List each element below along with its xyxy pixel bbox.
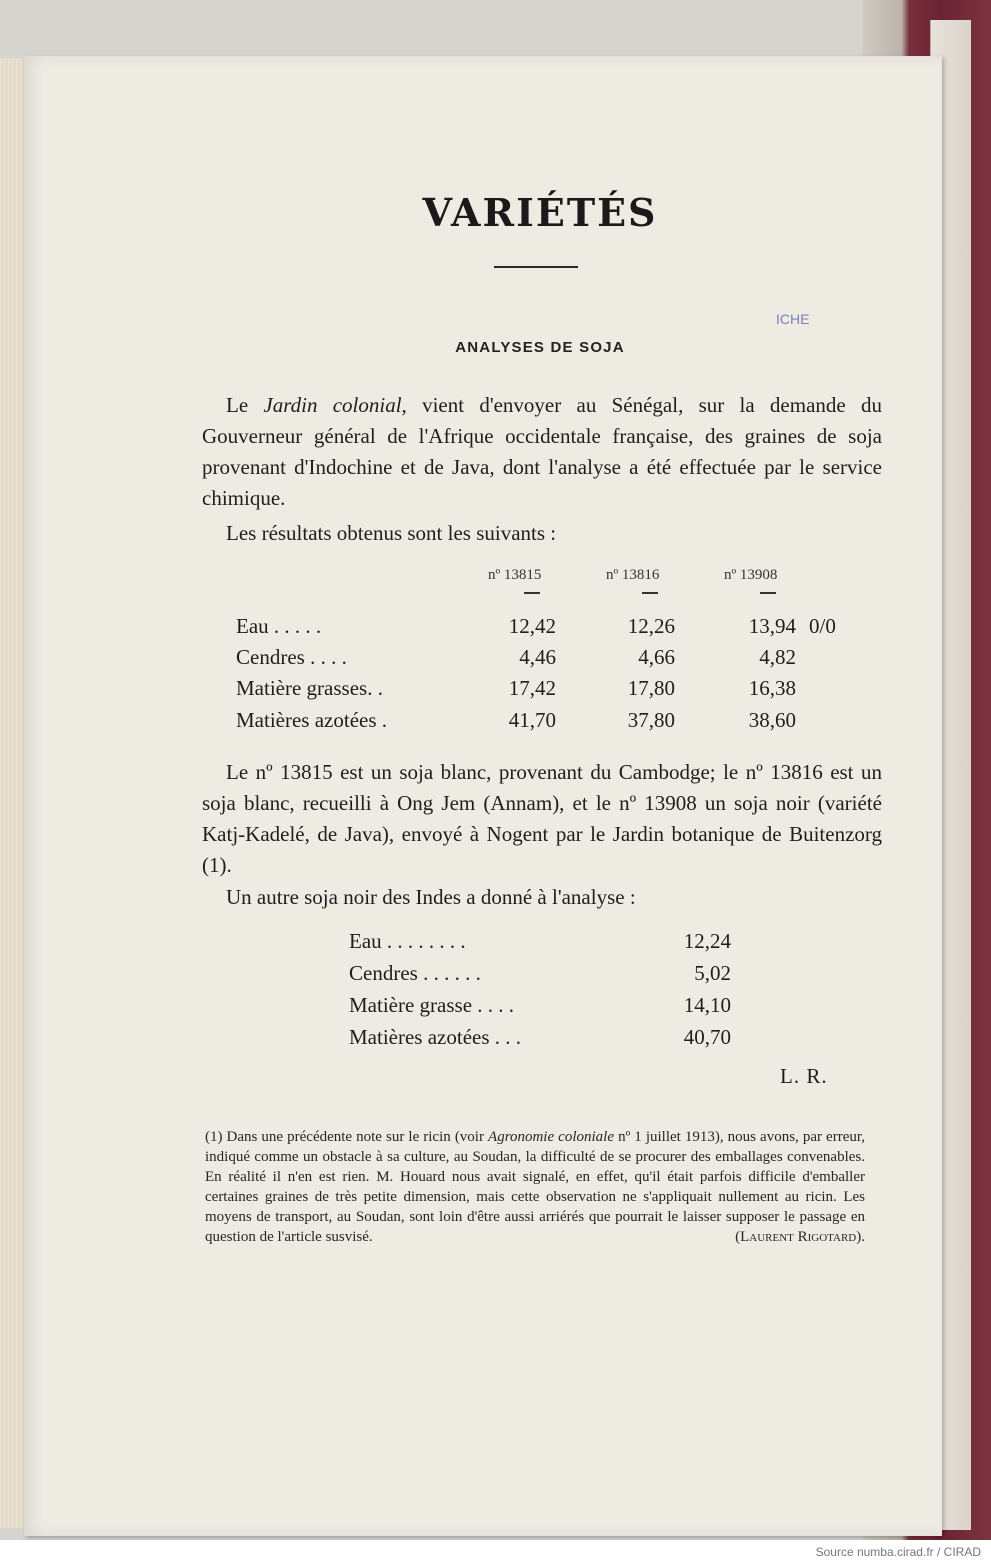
intro-paragraph: Le Jardin colonial, vient d'envoyer au Sénégal, sur la demande du Gouverneur général de l'Afrique occidentale française, des graines de soja provenant d'Indochine et de Java, dont l'analyse a été effectuée par le service chimique. <box>202 393 882 510</box>
row-label: Eau . . . . . . . . <box>349 929 466 953</box>
row-label: Matières azotées . . . <box>349 1025 522 1049</box>
table-column-header: nº 13815 <box>488 567 542 583</box>
cell-value: 38,60 <box>748 708 796 732</box>
table-column-header: nº 13816 <box>606 567 660 583</box>
column-dash <box>524 592 540 594</box>
cell-value: 37,80 <box>627 708 675 732</box>
cell-value: 12,24 <box>683 929 731 953</box>
cell-value: 41,70 <box>508 708 556 732</box>
page-title: VARIÉTÉS <box>422 190 658 235</box>
unit-label: 0/0 <box>809 614 836 638</box>
section-heading: ANALYSES DE SOJA <box>455 339 625 356</box>
library-stamp: ICHE <box>776 311 810 327</box>
table-column-header: nº 13908 <box>724 567 778 583</box>
cell-value: 13,94 <box>748 614 796 638</box>
column-dash <box>642 592 658 594</box>
row-label: Cendres . . . . <box>236 645 347 669</box>
page-stack-edge <box>0 58 26 1528</box>
cell-value: 16,38 <box>748 676 796 700</box>
column-dash <box>760 592 776 594</box>
row-label: Eau . . . . . <box>236 614 322 638</box>
row-label: Matière grasses. . <box>236 676 383 700</box>
cell-value: 12,42 <box>508 614 556 638</box>
author-initials: L. R. <box>780 1064 828 1088</box>
table-row <box>349 961 739 991</box>
row-label: Matière grasse . . . . <box>349 993 515 1017</box>
cell-value: 12,26 <box>627 614 675 638</box>
table-row <box>349 929 739 959</box>
other-analysis-intro: Un autre soja noir des Indes a donné à l'analyse : <box>226 885 636 909</box>
source-credit: Source numba.cirad.fr / CIRAD <box>815 1545 981 1559</box>
title-rule <box>494 266 578 268</box>
results-intro: Les résultats obtenus sont les suivants : <box>226 521 557 545</box>
cell-value: 4,46 <box>519 645 556 669</box>
row-label: Matières azotées . <box>236 708 388 732</box>
cell-value: 4,82 <box>759 645 796 669</box>
cell-value: 4,66 <box>638 645 675 669</box>
table-row <box>349 1025 739 1055</box>
cell-value: 17,80 <box>627 676 675 700</box>
table-row <box>349 993 739 1023</box>
cell-value: 17,42 <box>508 676 556 700</box>
description-paragraph: Le nº 13815 est un soja blanc, provenant du Cambodge; le nº 13816 est un soja blanc, recueilli à Ong Jem (Annam), et le nº 13908 un soja noir (variété Katj-Kadelé, de Java), envoyé à Nogent par le Jardin botanique de Buitenzorg (1). <box>202 760 882 877</box>
footnote-author: (Laurent Rigotard). <box>735 1229 865 1245</box>
footnote: (1) Dans une précédente note sur le ricin (voir Agronomie coloniale nº 1 juillet 1913), nous avons, par erreur, indiqué comme un obstacle à sa culture, au Soudan, la difficulté de se procurer des emballages convenables. En réalité il n'en est rien. M. Houard nous avait signalé, en effet, qu'il était parfois difficile d'emballer certaines graines de très petite dimension, mais cette observation ne s'appliquait nullement au ricin. Les moyens de transport, au Soudan, sont loin d'être aussi arriérés que pourrait le laisser supposer le passage en question de l'article susvisé. (Laurent Rigotard). <box>205 1129 866 1245</box>
cell-value: 14,10 <box>683 993 731 1017</box>
cell-value: 5,02 <box>694 961 731 985</box>
row-label: Cendres . . . . . . <box>349 961 481 985</box>
cell-value: 40,70 <box>683 1025 731 1049</box>
